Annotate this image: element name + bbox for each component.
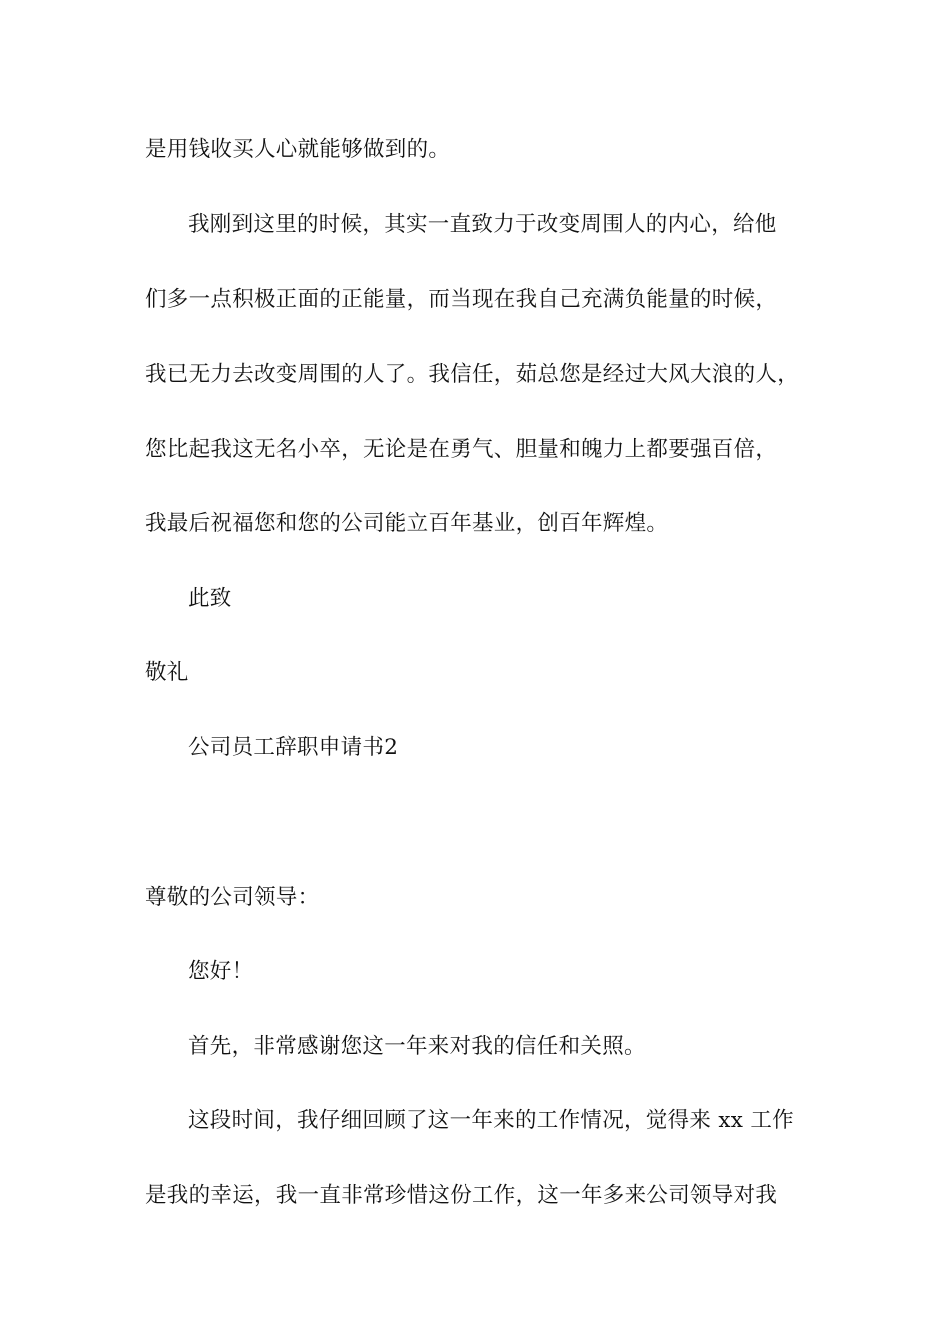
paragraph-line: 您比起我这无名小卒，无论是在勇气、胆量和魄力上都要强百倍，	[145, 437, 778, 462]
paragraph-line: 首先，非常感谢您这一年来对我的信任和关照。	[188, 1034, 646, 1059]
paragraph-line: 我刚到这里的时候，其实一直致力于改变周围人的内心，给他	[188, 212, 777, 237]
paragraph-line: 这段时间，我仔细回顾了这一年来的工作情况，觉得来 xx 工作	[188, 1108, 794, 1133]
letter-opening: 您好！	[188, 959, 254, 984]
closing-regards: 敬礼	[145, 660, 189, 685]
paragraph-line: 我最后祝福您和您的公司能立百年基业，创百年辉煌。	[145, 511, 669, 536]
letter-greeting: 尊敬的公司领导：	[145, 885, 320, 910]
paragraph-line: 们多一点积极正面的正能量，而当现在我自己充满负能量的时候，	[145, 287, 778, 312]
paragraph-line: 是我的幸运，我一直非常珍惜这份工作，这一年多来公司领导对我	[145, 1183, 778, 1208]
paragraph-line: 我已无力去改变周围的人了。我信任，茹总您是经过大风大浪的人，	[145, 362, 800, 387]
section-title: 公司员工辞职申请书2	[188, 735, 399, 760]
closing-salutation: 此致	[188, 586, 232, 611]
paragraph-line: 是用钱收买人心就能够做到的。	[145, 137, 451, 162]
